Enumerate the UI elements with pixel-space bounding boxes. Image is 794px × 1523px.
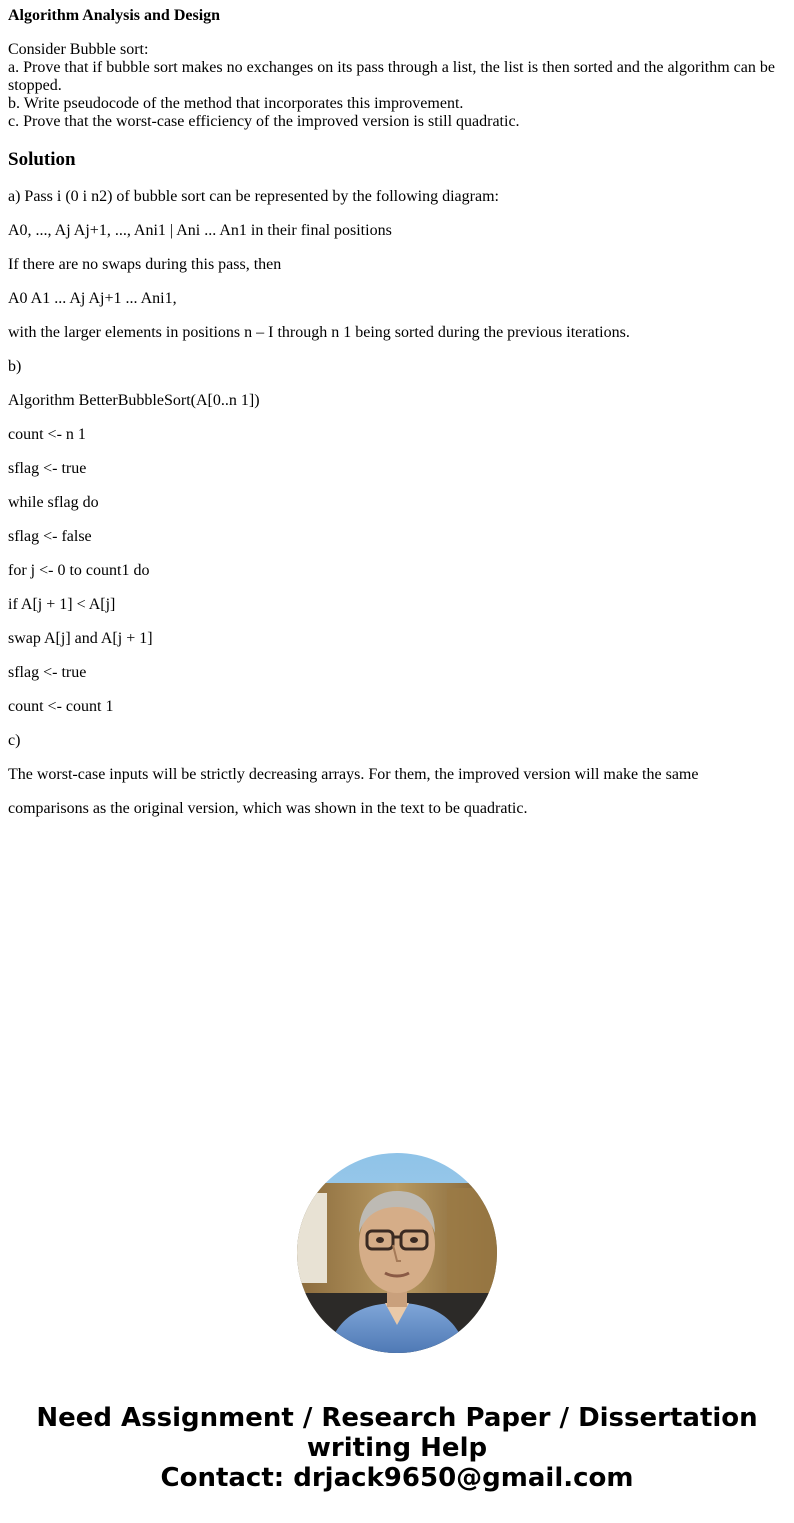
solution-line: comparisons as the original version, which was shown in the text to be quadratic. <box>8 800 528 817</box>
question-line: c. Prove that the worst-case efficiency of the improved version is still quadratic. <box>8 113 520 130</box>
document-title: Algorithm Analysis and Design <box>8 7 221 24</box>
solution-line: The worst-case inputs will be strictly decreasing arrays. For them, the improved version will make the same <box>8 766 699 783</box>
solution-line: a) Pass i (0 i n2) of bubble sort can be represented by the following diagram: <box>8 188 499 205</box>
solution-line: with the larger elements in positions n – I through n 1 being sorted during the previous iterations. <box>8 324 630 341</box>
portrait-image <box>297 1153 497 1353</box>
solution-line: A0, ..., Aj Aj+1, ..., Ani1 | Ani ... An1 in their final positions <box>8 222 392 239</box>
banner-line: writing Help <box>306 1433 488 1463</box>
pseudocode-line: if A[j + 1] < A[j] <box>8 596 116 613</box>
banner-line: Need Assignment / Research Paper / Dissertation <box>36 1403 758 1433</box>
pseudocode-line: sflag <- true <box>8 460 87 477</box>
solution-line: A0 A1 ... Aj Aj+1 ... Ani1, <box>8 290 177 307</box>
solution-heading: Solution <box>8 149 76 170</box>
pseudocode-line: sflag <- false <box>8 528 92 545</box>
question-line: b. Write pseudocode of the method that incorporates this improvement. <box>8 95 464 112</box>
solution-block <box>8 188 786 834</box>
question-line: a. Prove that if bubble sort makes no exchanges on its pass through a list, the list is then sorted and the algorithm can be stopped. <box>8 59 775 94</box>
pseudocode-line: count <- count 1 <box>8 698 114 715</box>
pseudocode-line: sflag <- true <box>8 664 87 681</box>
pseudocode-line: swap A[j] and A[j + 1] <box>8 630 153 647</box>
contact-email: Contact: drjack9650@gmail.com <box>160 1463 634 1493</box>
author-photo <box>297 1153 497 1353</box>
pseudocode-line: count <- n 1 <box>8 426 86 443</box>
pseudocode-line: for j <- 0 to count1 do <box>8 562 150 579</box>
document-body <box>8 0 786 834</box>
solution-line: b) <box>8 358 22 375</box>
pseudocode-line: Algorithm BetterBubbleSort(A[0..n 1]) <box>8 392 260 409</box>
solution-line: c) <box>8 732 21 749</box>
pseudocode-line: while sflag do <box>8 494 99 511</box>
question-block <box>8 41 786 131</box>
contact-banner <box>0 1403 794 1493</box>
question-line: Consider Bubble sort: <box>8 41 149 58</box>
solution-line: If there are no swaps during this pass, then <box>8 256 282 273</box>
